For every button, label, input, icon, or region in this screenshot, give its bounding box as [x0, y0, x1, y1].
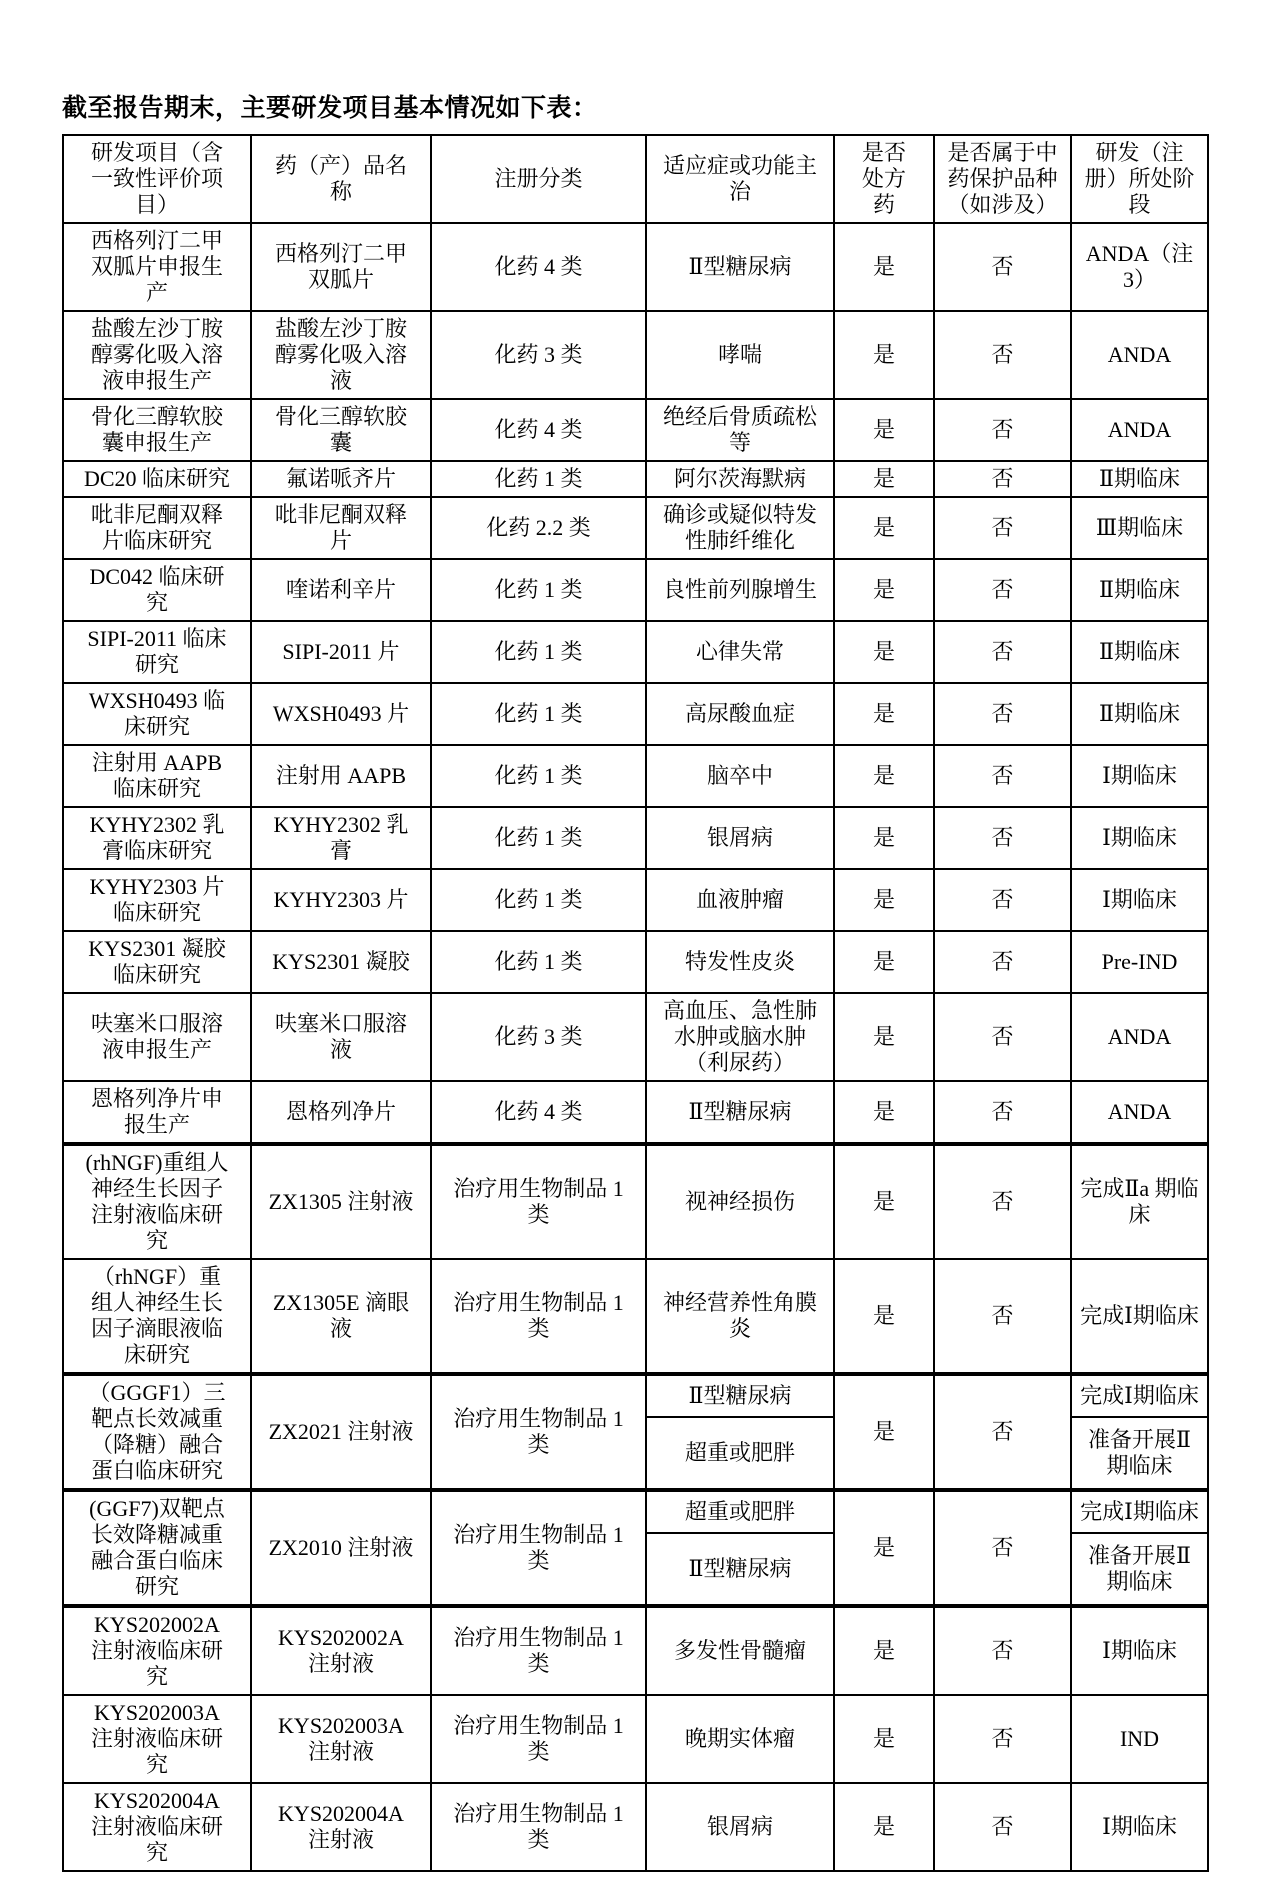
- table-row: [63, 1783, 1208, 1871]
- otc-cell: 是: [834, 683, 934, 745]
- otc-cell: 是: [834, 621, 934, 683]
- tcm-protection-cell: 否: [934, 1606, 1071, 1695]
- tcm-protection-cell: 否: [934, 745, 1071, 807]
- project-cell: 呋塞米口服溶液申报生产: [63, 993, 251, 1081]
- otc-cell: 是: [834, 399, 934, 461]
- product-cell: 注射用 AAPB: [251, 745, 431, 807]
- project-cell: 吡非尼酮双释片临床研究: [63, 497, 251, 559]
- indication-cell: 超重或肥胖: [646, 1490, 834, 1533]
- tcm-protection-cell: 否: [934, 1783, 1071, 1871]
- stage-cell: Ⅰ期临床: [1071, 869, 1208, 931]
- table-row: [63, 1490, 1208, 1533]
- tcm-protection-cell: 否: [934, 993, 1071, 1081]
- category-cell: 化药 1 类: [431, 931, 646, 993]
- column-header: 是否处方药: [834, 135, 934, 223]
- stage-cell: 准备开展Ⅱ期临床: [1071, 1417, 1208, 1490]
- column-header: 是否属于中药保护品种（如涉及）: [934, 135, 1071, 223]
- project-cell: 西格列汀二甲双胍片申报生产: [63, 223, 251, 311]
- category-cell: 化药 1 类: [431, 869, 646, 931]
- indication-cell: 银屑病: [646, 807, 834, 869]
- table-row: [63, 1259, 1208, 1374]
- indication-cell: 晚期实体瘤: [646, 1695, 834, 1783]
- product-cell: KYS2301 凝胶: [251, 931, 431, 993]
- column-header: 研发（注册）所处阶段: [1071, 135, 1208, 223]
- indication-cell: Ⅱ型糖尿病: [646, 1533, 834, 1606]
- project-cell: KYHY2303 片临床研究: [63, 869, 251, 931]
- tcm-protection-cell: 否: [934, 461, 1071, 497]
- table-row: [63, 559, 1208, 621]
- product-cell: 西格列汀二甲双胍片: [251, 223, 431, 311]
- page-title: 截至报告期末，主要研发项目基本情况如下表：: [62, 95, 598, 122]
- otc-cell: 是: [834, 1259, 934, 1374]
- rd-table-body: [63, 223, 1208, 1871]
- tcm-protection-cell: 否: [934, 223, 1071, 311]
- project-cell: 盐酸左沙丁胺醇雾化吸入溶液申报生产: [63, 311, 251, 399]
- table-row: [63, 1374, 1208, 1417]
- tcm-protection-cell: 否: [934, 1081, 1071, 1144]
- table-row: [63, 1081, 1208, 1144]
- stage-cell: Ⅰ期临床: [1071, 745, 1208, 807]
- tcm-protection-cell: 否: [934, 931, 1071, 993]
- tcm-protection-cell: 否: [934, 1374, 1071, 1490]
- otc-cell: 是: [834, 1144, 934, 1259]
- stage-cell: Ⅲ期临床: [1071, 497, 1208, 559]
- category-cell: 化药 1 类: [431, 807, 646, 869]
- table-row: [63, 869, 1208, 931]
- tcm-protection-cell: 否: [934, 807, 1071, 869]
- table-row: [63, 807, 1208, 869]
- category-cell: 治疗用生物制品 1 类: [431, 1144, 646, 1259]
- document-page: [0, 94, 1269, 1889]
- stage-cell: 完成Ⅱa 期临床: [1071, 1144, 1208, 1259]
- category-cell: 化药 1 类: [431, 559, 646, 621]
- table-row: [63, 931, 1208, 993]
- stage-cell: 准备开展Ⅱ期临床: [1071, 1533, 1208, 1606]
- otc-cell: 是: [834, 559, 934, 621]
- product-cell: ZX2021 注射液: [251, 1374, 431, 1490]
- product-cell: KYHY2303 片: [251, 869, 431, 931]
- category-cell: 治疗用生物制品 1 类: [431, 1606, 646, 1695]
- indication-cell: 哮喘: [646, 311, 834, 399]
- product-cell: ZX1305E 滴眼液: [251, 1259, 431, 1374]
- category-cell: 治疗用生物制品 1 类: [431, 1259, 646, 1374]
- table-row: [63, 1606, 1208, 1695]
- tcm-protection-cell: 否: [934, 621, 1071, 683]
- table-row: [63, 1695, 1208, 1783]
- otc-cell: 是: [834, 869, 934, 931]
- category-cell: 治疗用生物制品 1 类: [431, 1374, 646, 1490]
- indication-cell: 特发性皮炎: [646, 931, 834, 993]
- indication-cell: 血液肿瘤: [646, 869, 834, 931]
- category-cell: 化药 1 类: [431, 683, 646, 745]
- category-cell: 化药 2.2 类: [431, 497, 646, 559]
- stage-cell: IND: [1071, 1695, 1208, 1783]
- otc-cell: 是: [834, 1783, 934, 1871]
- otc-cell: 是: [834, 311, 934, 399]
- indication-cell: 心律失常: [646, 621, 834, 683]
- otc-cell: 是: [834, 931, 934, 993]
- tcm-protection-cell: 否: [934, 311, 1071, 399]
- category-cell: 治疗用生物制品 1 类: [431, 1783, 646, 1871]
- indication-cell: 高血压、急性肺水肿或脑水肿（利尿药）: [646, 993, 834, 1081]
- stage-cell: Ⅱ期临床: [1071, 559, 1208, 621]
- table-row: [63, 399, 1208, 461]
- indication-cell: Ⅱ型糖尿病: [646, 1374, 834, 1417]
- column-header: 注册分类: [431, 135, 646, 223]
- product-cell: 恩格列净片: [251, 1081, 431, 1144]
- project-cell: （GGGF1）三靶点长效减重（降糖）融合蛋白临床研究: [63, 1374, 251, 1490]
- category-cell: 化药 4 类: [431, 1081, 646, 1144]
- category-cell: 化药 1 类: [431, 461, 646, 497]
- table-row: [63, 621, 1208, 683]
- project-cell: (rhNGF)重组人神经生长因子注射液临床研究: [63, 1144, 251, 1259]
- stage-cell: Ⅰ期临床: [1071, 1783, 1208, 1871]
- table-row: [63, 993, 1208, 1081]
- tcm-protection-cell: 否: [934, 399, 1071, 461]
- indication-cell: 高尿酸血症: [646, 683, 834, 745]
- otc-cell: 是: [834, 807, 934, 869]
- category-cell: 化药 3 类: [431, 993, 646, 1081]
- table-row: [63, 461, 1208, 497]
- product-cell: 盐酸左沙丁胺醇雾化吸入溶液: [251, 311, 431, 399]
- product-cell: KYS202003A 注射液: [251, 1695, 431, 1783]
- project-cell: KYS202002A 注射液临床研究: [63, 1606, 251, 1695]
- product-cell: 喹诺利辛片: [251, 559, 431, 621]
- stage-cell: ANDA: [1071, 993, 1208, 1081]
- otc-cell: 是: [834, 1606, 934, 1695]
- tcm-protection-cell: 否: [934, 1259, 1071, 1374]
- product-cell: ZX1305 注射液: [251, 1144, 431, 1259]
- indication-cell: 超重或肥胖: [646, 1417, 834, 1490]
- project-cell: 骨化三醇软胶囊申报生产: [63, 399, 251, 461]
- stage-cell: Ⅱ期临床: [1071, 461, 1208, 497]
- category-cell: 治疗用生物制品 1 类: [431, 1490, 646, 1606]
- product-cell: 呋塞米口服溶液: [251, 993, 431, 1081]
- tcm-protection-cell: 否: [934, 869, 1071, 931]
- otc-cell: 是: [834, 461, 934, 497]
- indication-cell: 阿尔茨海默病: [646, 461, 834, 497]
- tcm-protection-cell: 否: [934, 1490, 1071, 1606]
- column-header: 研发项目（含一致性评价项目）: [63, 135, 251, 223]
- otc-cell: 是: [834, 745, 934, 807]
- product-cell: 氟诺哌齐片: [251, 461, 431, 497]
- otc-cell: 是: [834, 1374, 934, 1490]
- category-cell: 化药 1 类: [431, 621, 646, 683]
- stage-cell: Ⅰ期临床: [1071, 807, 1208, 869]
- project-cell: （rhNGF）重组人神经生长因子滴眼液临床研究: [63, 1259, 251, 1374]
- indication-cell: 视神经损伤: [646, 1144, 834, 1259]
- product-cell: 吡非尼酮双释片: [251, 497, 431, 559]
- indication-cell: 神经营养性角膜炎: [646, 1259, 834, 1374]
- otc-cell: 是: [834, 993, 934, 1081]
- indication-cell: 确诊或疑似特发性肺纤维化: [646, 497, 834, 559]
- product-cell: KYS202004A 注射液: [251, 1783, 431, 1871]
- stage-cell: ANDA（注3）: [1071, 223, 1208, 311]
- category-cell: 化药 4 类: [431, 223, 646, 311]
- stage-cell: Ⅱ期临床: [1071, 683, 1208, 745]
- project-cell: KYS2301 凝胶临床研究: [63, 931, 251, 993]
- otc-cell: 是: [834, 497, 934, 559]
- category-cell: 化药 1 类: [431, 745, 646, 807]
- table-row: [63, 683, 1208, 745]
- stage-cell: 完成Ⅰ期临床: [1071, 1374, 1208, 1417]
- product-cell: KYHY2302 乳膏: [251, 807, 431, 869]
- product-cell: 骨化三醇软胶囊: [251, 399, 431, 461]
- stage-cell: ANDA: [1071, 1081, 1208, 1144]
- indication-cell: 良性前列腺增生: [646, 559, 834, 621]
- tcm-protection-cell: 否: [934, 497, 1071, 559]
- otc-cell: 是: [834, 1695, 934, 1783]
- project-cell: KYHY2302 乳膏临床研究: [63, 807, 251, 869]
- stage-cell: 完成Ⅰ期临床: [1071, 1259, 1208, 1374]
- stage-cell: Ⅰ期临床: [1071, 1606, 1208, 1695]
- tcm-protection-cell: 否: [934, 683, 1071, 745]
- product-cell: ZX2010 注射液: [251, 1490, 431, 1606]
- indication-cell: 多发性骨髓瘤: [646, 1606, 834, 1695]
- project-cell: (GGF7)双靶点长效降糖减重融合蛋白临床研究: [63, 1490, 251, 1606]
- project-cell: KYS202003A 注射液临床研究: [63, 1695, 251, 1783]
- stage-cell: ANDA: [1071, 311, 1208, 399]
- stage-cell: ANDA: [1071, 399, 1208, 461]
- project-cell: SIPI-2011 临床研究: [63, 621, 251, 683]
- indication-cell: Ⅱ型糖尿病: [646, 1081, 834, 1144]
- project-cell: 恩格列净片申报生产: [63, 1081, 251, 1144]
- tcm-protection-cell: 否: [934, 1144, 1071, 1259]
- rd-projects-table: [62, 134, 1209, 1872]
- tcm-protection-cell: 否: [934, 559, 1071, 621]
- table-row: [63, 223, 1208, 311]
- category-cell: 化药 3 类: [431, 311, 646, 399]
- otc-cell: 是: [834, 1490, 934, 1606]
- indication-cell: 脑卒中: [646, 745, 834, 807]
- project-cell: WXSH0493 临床研究: [63, 683, 251, 745]
- indication-cell: Ⅱ型糖尿病: [646, 223, 834, 311]
- indication-cell: 银屑病: [646, 1783, 834, 1871]
- tcm-protection-cell: 否: [934, 1695, 1071, 1783]
- indication-cell: 绝经后骨质疏松等: [646, 399, 834, 461]
- table-row: [63, 497, 1208, 559]
- product-cell: SIPI-2011 片: [251, 621, 431, 683]
- table-row: [63, 1144, 1208, 1259]
- stage-cell: 完成Ⅰ期临床: [1071, 1490, 1208, 1533]
- table-row: [63, 745, 1208, 807]
- category-cell: 治疗用生物制品 1 类: [431, 1695, 646, 1783]
- otc-cell: 是: [834, 223, 934, 311]
- otc-cell: 是: [834, 1081, 934, 1144]
- project-cell: DC042 临床研究: [63, 559, 251, 621]
- column-header: 适应症或功能主治: [646, 135, 834, 223]
- product-cell: WXSH0493 片: [251, 683, 431, 745]
- product-cell: KYS202002A 注射液: [251, 1606, 431, 1695]
- stage-cell: Ⅱ期临床: [1071, 621, 1208, 683]
- column-header: 药（产）品名称: [251, 135, 431, 223]
- project-cell: DC20 临床研究: [63, 461, 251, 497]
- table-row: [63, 311, 1208, 399]
- stage-cell: Pre-IND: [1071, 931, 1208, 993]
- project-cell: KYS202004A 注射液临床研究: [63, 1783, 251, 1871]
- table-header-row: [63, 135, 1208, 223]
- project-cell: 注射用 AAPB 临床研究: [63, 745, 251, 807]
- category-cell: 化药 4 类: [431, 399, 646, 461]
